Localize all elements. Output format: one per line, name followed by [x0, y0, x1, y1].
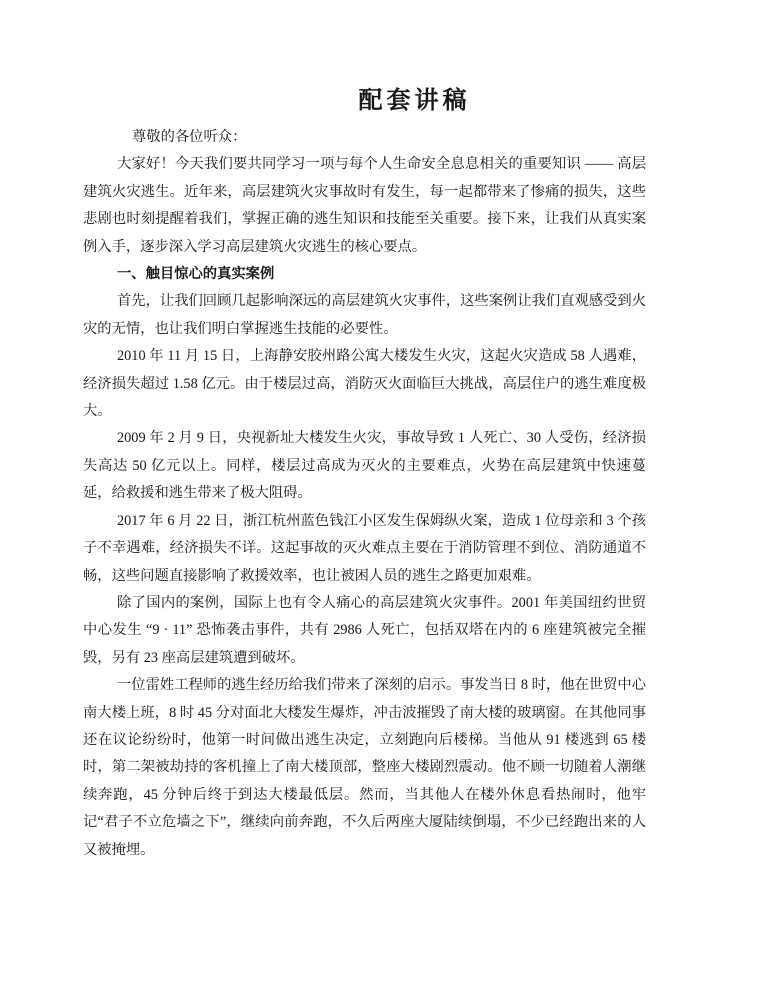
paragraph-engineer-escape: 一位雷姓工程师的逃生经历给我们带来了深刻的启示。事发当日 8 时，他在世贸中心南大楼上班，8 时 45 分对面北大楼发生爆炸，冲击波摧毁了南大楼的玻璃窗。在其他同事还在议论纷纷时，他第一时间做出逃生决定，立刻跑向后楼梯。当他从 91 楼逃到 65 楼时，第二架被劫持的客机撞上了南大楼顶部，整座大楼剧烈震动。他不顾一切随着人潮继续奔跑，45 分钟后终于到达大楼最低层。然而，当其他人在楼外休息看热闹时，他牢记“君子不立危墙之下”，继续向前奔跑，不久后两座大厦陆续倒塌，不少已经跑出来的人又被掩埋。 [83, 677, 646, 858]
paragraph-intro: 大家好！今天我们要共同学习一项与每个人生命安全息息相关的重要知识 —— 高层建筑火灾逃生。近年来，高层建筑火灾事故时有发生，每一起都带来了惨痛的损失，这些悲剧也时刻提醒着我们，掌握正确的逃生知识和技能至关重要。接下来，让我们从真实案例入手，逐步深入学习高层建筑火灾逃生的核心要点。 [83, 156, 646, 255]
document-title: 配套讲稿 [358, 88, 471, 114]
paragraph-cases-intro: 首先，让我们回顾几起影响深远的高层建筑火灾事件，这些案例让我们直观感受到火灾的无情，也让我们明白掌握逃生技能的必要性。 [83, 293, 646, 337]
section-heading-real-cases: 一、触目惊心的真实案例 [117, 266, 275, 283]
paragraph-case-hangzhou-2017: 2017 年 6 月 22 日，浙江杭州蓝色钱江小区发生保姆纵火案，造成 1 位母亲和 3 个孩子不幸遇难，经济损失不详。这起事故的灭火难点主要在于消防管理不到位、消防通道不畅，这些问题直接影响了救援效率，也让被困人员的逃生之路更加艰难。 [83, 512, 646, 584]
paragraph-case-wtc-911: 除了国内的案例，国际上也有令人痛心的高层建筑火灾事件。2001 年美国纽约世贸中心发生 “9 · 11” 恐怖袭击事件，共有 2986 人死亡，包括双塔在内的 6 座建筑被完全摧毁，另有 23 座高层建筑遭到破坏。 [83, 594, 646, 666]
paragraph-case-cctv-2009: 2009 年 2 月 9 日，央视新址大楼发生火灾，事故导致 1 人死亡、30 人受伤，经济损失高达 50 亿元以上。同样，楼层过高成为灭火的主要难点，火势在高层建筑中快速蔓延，给救援和逃生带来了极大阻碍。 [83, 430, 646, 502]
paragraph-salutation: 尊敬的各位听众： [132, 129, 247, 145]
paragraph-case-shanghai-2010: 2010 年 11 月 15 日，上海静安胶州路公寓大楼发生火灾，这起火灾造成 58 人遇难，经济损失超过 1.58 亿元。由于楼层过高，消防灭火面临巨大挑战，高层住户的逃生难度极大。 [83, 348, 646, 420]
